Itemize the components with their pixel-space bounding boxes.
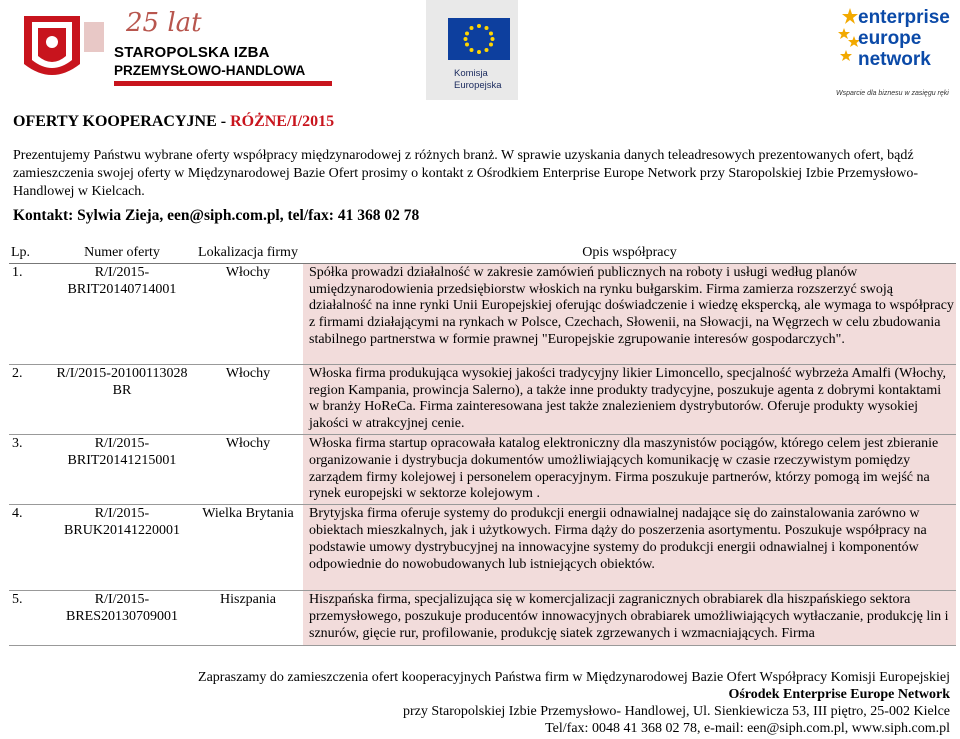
row-offer-number: R/I/2015-BRIT20140714001 — [67, 264, 177, 297]
header-offer-number: Numer oferty — [84, 245, 160, 260]
row-lp: 3. — [12, 435, 23, 451]
document-title — [13, 113, 334, 131]
row-lp: 4. — [12, 506, 23, 522]
row-lp: 5. — [12, 592, 23, 608]
een-logo — [830, 0, 960, 104]
een-logo-line3: network — [858, 49, 931, 70]
table-row — [9, 434, 956, 504]
anniversary-label: 25 lat — [126, 8, 202, 38]
row-description-text: Hiszpańska firma, specjalizująca się w komercjalizacji zagranicznych obrabiarek dla hiszpańskiego sektora przemysłowego, poszukuje producentów innowacyjnych obrabiarek umożliwiających wytłaczanie, produkcję lin i sznurów, gięcie rur, profilowanie, produkcję siatek zgrzewanych i wzmacniających. Firma — [309, 592, 949, 641]
een-logo-line2: europe — [858, 28, 922, 49]
offers-table — [9, 244, 956, 646]
chamber-name-line2: PRZEMYSŁOWO-HANDLOWA — [114, 63, 306, 78]
row-description: Spółka prowadzi działalność w zakresie zamówień publicznych na roboty i usługi według planów umiędzynarodowienia przedsiębiorstw włoskich na rynku bułgarskim. Firma zamierza rozszerzyć swoją działalność na inne rynki Unii Europejskiej oferując doświadczenie i wiedzę ekspercką, ale wymaga to współpracy z firmami działającymi na rynkach w Polsce, Czechach, Słowenii, na Słowacji, na Węgrzech w celu zbudowania stabilnego partnerstwa w formie prawnej "Europejskie zgrupowanie interesów gospodarczych". — [303, 263, 956, 364]
chamber-logo — [18, 6, 318, 90]
header-location: Lokalizacja firmy — [198, 245, 298, 260]
page-footer — [150, 669, 950, 737]
footer-address: przy Staropolskiej Izbie Przemysłowo- Handlowej, Ul. Sienkiewicza 53, III piętro, 25-002 Kielce — [402, 704, 950, 719]
row-description: Włoska firma produkująca wysokiej jakości tradycyjny likier Limoncello, specjalność wybrzeża Amalfi (Włochy, region Kampania, prowincja Salerno), a także inne produkty tradycyjne, poszukuje agenta z dobrymi kontaktami w branży HoReCa. Firma zainteresowana jest także znalezieniem dystrybutorów. Oferuje produkty wysokiej jakości w atrakcyjnej cenie. — [303, 364, 956, 434]
contact-line: Kontakt: Sylwia Zieja, een@siph.com.pl, tel/fax: 41 368 02 78 — [13, 207, 420, 224]
row-lp: 2. — [12, 365, 23, 381]
table-header-row — [9, 244, 956, 263]
footer-office-name: Ośrodek Enterprise Europe Network — [728, 687, 950, 702]
page-header — [0, 0, 960, 110]
row-offer-number: R/I/2015-BRES20130709001 — [65, 592, 178, 624]
table-row — [9, 364, 956, 434]
eu-commission-logo — [420, 0, 540, 100]
een-logo-line1: enterprise — [858, 7, 950, 28]
row-offer-number: R/I/2015-20100113028 BR — [56, 365, 188, 398]
table-row — [9, 591, 956, 646]
header-description: Opis współpracy — [582, 245, 677, 260]
row-description: Brytyjska firma oferuje systemy do produkcji energii odnawialnej nadające się do zainstalowania zarówno w obiektach mieszkalnych, jak i użytkowych. Firma dąży do poszerzenia asortymentu. Poszukuje współpracy na podstawie umowy dystrybucyjnej na innowacyjne systemy do produkcji energii odnawialnej i komponentów odpowiednie do nowobudowanych lub istniejących obiektów. — [303, 505, 956, 591]
chamber-emblem-icon — [18, 12, 110, 86]
row-description: Włoska firma startup opracowała katalog elektroniczny dla maszynistów pociągów, którego celem jest zbieranie organizowanie i dystrybucja dokumentów umożliwiających komunikację w czasie rzeczywistym pomiędzy zarządem firmy kolejowej i personelem operacyjnym. Firma poszukuje partnerów, którzy pomogą im wejść na rynek europejski w sektorze kolejowym . — [303, 434, 956, 504]
footer-contact: Tel/fax: 0048 41 368 02 78, e-mail: een@siph.com.pl, www.siph.com.pl — [545, 721, 950, 736]
eu-logo-line2: Europejska — [454, 80, 502, 91]
table-row — [9, 263, 956, 364]
row-location: Włochy — [225, 435, 271, 451]
eu-flag-icon — [448, 18, 510, 60]
chamber-logo-bar — [114, 81, 332, 86]
row-location: Włochy — [225, 365, 271, 381]
row-location: Wielka Brytania — [202, 506, 294, 522]
een-tagline: Wsparcie dla biznesu w zasięgu ręki — [836, 90, 949, 97]
intro-paragraph: Prezentujemy Państwu wybrane oferty współpracy międzynarodowej z różnych branż. W sprawie uzyskania danych teleadresowych prezentowanych ofert, bądź zamieszczenia swojej oferty w Międzynarodowej Bazie Ofert prosimy o kontakt z Ośrodkiem Enterprise Europe Network przy Staropolskiej Izbie Przemysłowo-Handlowej w Kielcach. — [13, 148, 919, 199]
footer-invitation: Zapraszamy do zamieszczenia ofert kooperacyjnych Państwa firm w Międzynarodowej Bazie Ofert Współpracy Komisji Europejskiej — [198, 670, 950, 685]
table-row — [9, 505, 956, 591]
row-location: Włochy — [225, 264, 271, 280]
row-location: Hiszpania — [220, 592, 276, 608]
eu-logo-line1: Komisja — [454, 68, 488, 79]
row-offer-number: R/I/2015-BRUK20141220001 — [64, 506, 180, 538]
row-offer-number: R/I/2015-BRIT20141215001 — [67, 435, 177, 468]
title-main: OFERTY KOOPERACYJNE - — [13, 113, 231, 130]
header-lp: Lp. — [11, 245, 31, 260]
row-description — [303, 591, 956, 646]
chamber-name-line1: STAROPOLSKA IZBA — [114, 44, 270, 61]
title-code: RÓŻNE/I/2015 — [230, 113, 335, 130]
row-lp: 1. — [12, 264, 23, 280]
